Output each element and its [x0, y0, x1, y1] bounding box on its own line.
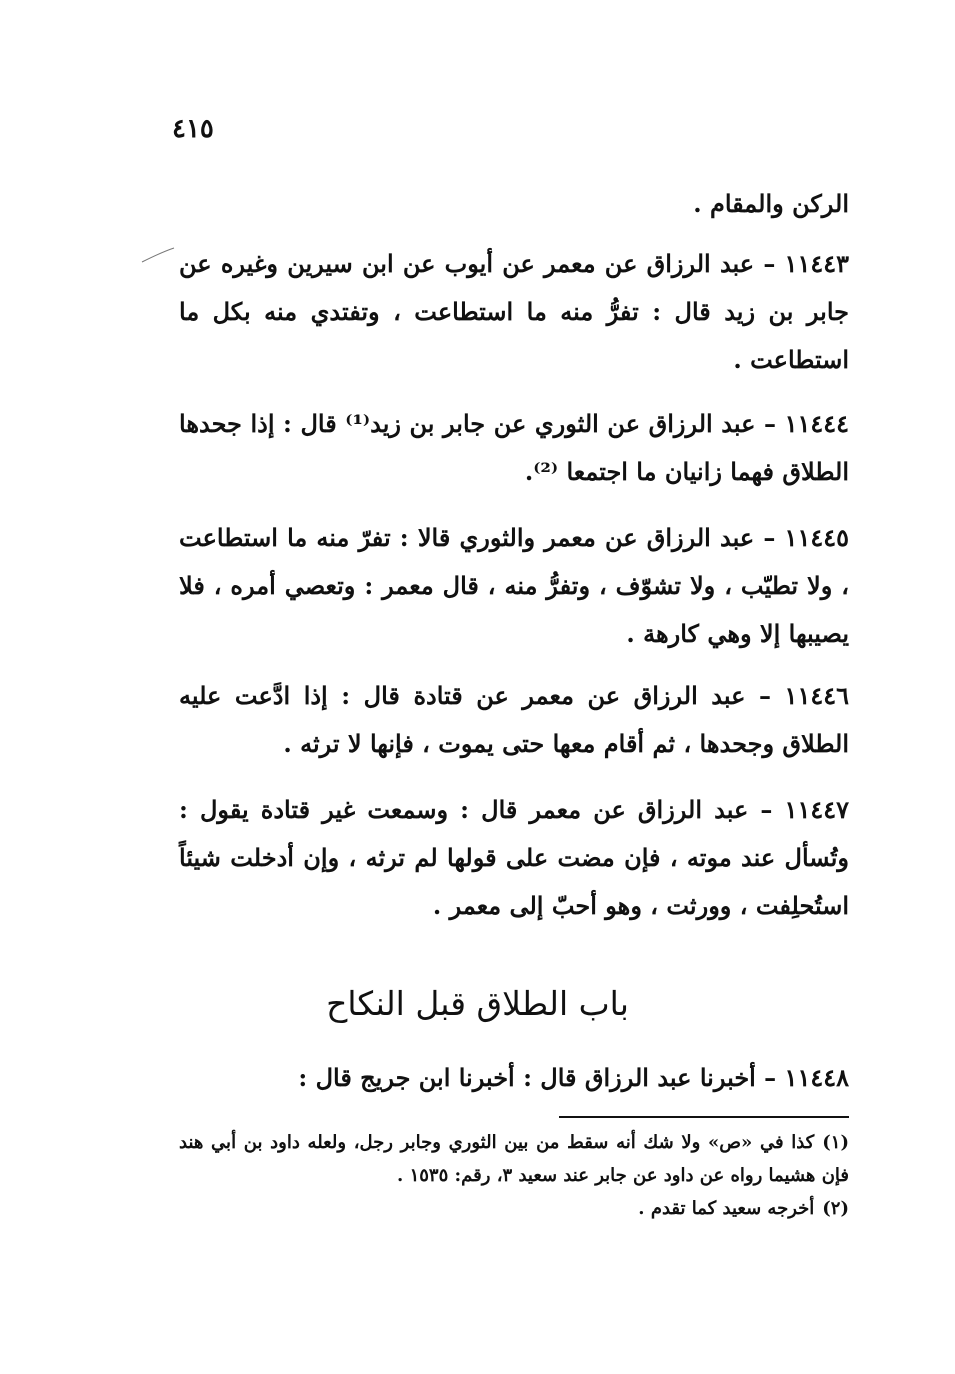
- hadith-11448: ١١٤٤٨ – أخبرنا عبد الرزاق قال : أخبرنا ابن جريج قال :: [298, 1063, 849, 1092]
- hadith-11446: ١١٤٤٦ – عبد الرزاق عن معمر عن قتادة قال : إذا ادَّعت عليه الطلاق وجحدها ، ثم أقام معها حتى يموت ، فإنها لا ترثه .: [179, 681, 849, 758]
- footnote-text: كذا في «ص» ولا شك أنه سقط من بين الثوري وجابر رجل، ولعله داود بن أبي هند فإن هشيما رواه عن داود عن جابر عند سعيد ٣، رقم: ١٥٣٥ .: [179, 1132, 849, 1186]
- footnote-mark: (١): [822, 1132, 849, 1153]
- paragraph-continuation: الركن والمقام .: [693, 189, 849, 218]
- hadith-11445: ١١٤٤٥ – عبد الرزاق عن معمر والثوري قالا : تفرّ منه ما استطاعت ، ولا تطيّب ، ولا تشوّف ، وتفرُّ منه ، قال معمر : وتعصي أمره ، فلا يصيبها إلا وهي كارهة .: [179, 523, 849, 648]
- hadith-11447: ١١٤٤٧ – عبد الرزاق عن معمر قال : وسمعت غير قتادة يقول : وتُسأل عند موته ، فإن مضت على قولها لم ترثه ، وإن أدخلت شيئاً استُحلِفت ، وورثت ، وهو أحبّ إلى معمر .: [179, 795, 849, 920]
- page-number: ٤١٥: [172, 114, 214, 144]
- footnote-1: [179, 1126, 849, 1192]
- footnote-2: [179, 1192, 849, 1225]
- footnote-text: أخرجه سعيد كما تقدم .: [638, 1198, 815, 1219]
- footnotes: [179, 1126, 849, 1225]
- hadith-11443: ١١٤٤٣ – عبد الرزاق عن معمر عن أيوب عن ابن سيرين وغيره عن جابر بن زيد قال : تفرُّ منه ما استطاعت ، وتفتدي منه بكل ما استطاعت .: [179, 249, 849, 374]
- margin-pen-mark: [140, 246, 176, 264]
- hadith-11444: ١١٤٤٤ – عبد الرزاق عن الثوري عن جابر بن زيد⁽¹⁾ قال : إذا جحدها الطلاق فهما زانيان ما اجتمعا ⁽²⁾.: [179, 409, 850, 486]
- section-heading: باب الطلاق قبل النكاح: [326, 984, 629, 1023]
- footnote-divider: [559, 1116, 849, 1118]
- footnote-mark: (٢): [822, 1198, 849, 1219]
